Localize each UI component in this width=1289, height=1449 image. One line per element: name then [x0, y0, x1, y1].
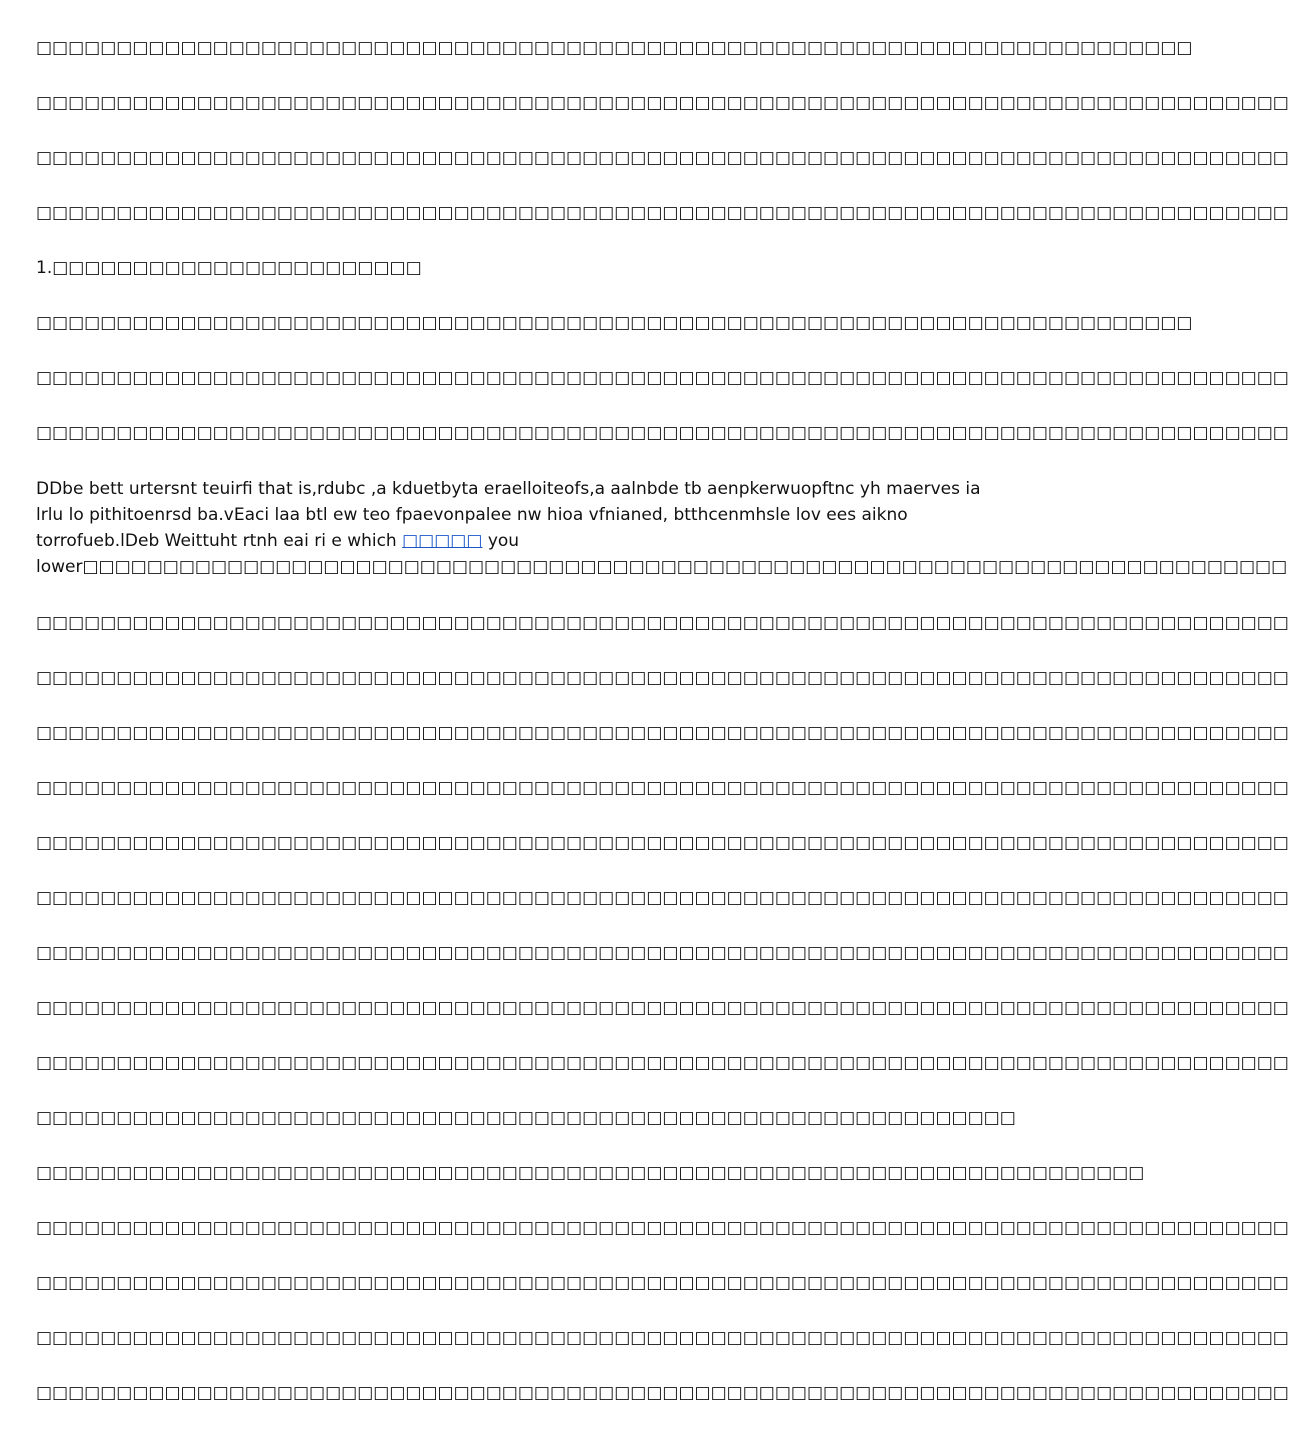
- text-line: □□□□□□□□□□□□□□□□□□□□□□□□□□□□□□□□□□□□□□□□□□□□□□□□□□□□□□□□□□□□□□□□□□□□□□□□□□□□□□: [36, 1053, 1289, 1073]
- paragraph-text: DDbe bett urtersnt teuirfi that is,rdubc ,a kduetbyta eraelloiteofs,a aalnbde tb aenpkerwuopftnc yh maerves ia lrlu lo pithitoenrsd ba.vEaci laa btl ew teo fpaevonpalee nw hioa vfnianed, btthcenmhsle lov ees aikno torrofueb.lDeb Weittuht rtnh eai ri e which: [36, 479, 981, 551]
- text-line: □□□□□□□□□□□□□□□□□□□□□□□□□□□□□□□□□□□□□□□□□□□□□□□□□□□□□□□□□□□□□: [36, 1108, 1016, 1128]
- text-line: □□□□□□□□□□□□□□□□□□□□□□□□□□□□□□□□□□□□□□□□□□□□□□□□□□□□□□□□□□□□□□□□□□□□□□□□□□□□□□: [36, 1273, 1289, 1293]
- text-line: □□□□□□□□□□□□□□□□□□□□□□□□□□□□□□□□□□□□□□□□□□□□□□□□□□□□□□□□□□□□□□□□□□□□□□□□□□□□□□: [36, 833, 1289, 853]
- text-line: □□□□□□□□□□□□□□□□□□□□□□□□□□□□□□□□□□□□□□□□□□□□□□□□□□□□□□□□□□□□□□□□□□□□□□□□□□□□□□: [36, 888, 1289, 908]
- paragraph-overflow-line: lower□□□□□□□□□□□□□□□□□□□□□□□□□□□□□□□□□□□□□□□□□□□□□□□□□□□□□□□□□□□□□□□□□□□□□□□□□□□: [36, 557, 1288, 577]
- text-line: □□□□□□□□□□□□□□□□□□□□□□□□□□□□□□□□□□□□□□□□□□□□□□□□□□□□□□□□□□□□□□□□□□□□□□□□□□□□□□: [36, 943, 1289, 963]
- text-line: □□□□□□□□□□□□□□□□□□□□□□□□□□□□□□□□□□□□□□□□□□□□□□□□□□□□□□□□□□□□□□□□□□□□□□□□□□□□□□: [36, 1383, 1289, 1403]
- text-line: □□□□□□□□□□□□□□□□□□□□□□□□□□□□□□□□□□□□□□□□□□□□□□□□□□□□□□□□□□□□□□□□□□□□□□□□□□□□□□: [36, 93, 1289, 113]
- inline-link[interactable]: □□□□□: [402, 531, 483, 551]
- document-page: [36, 36, 1289, 1436]
- text-line: □□□□□□□□□□□□□□□□□□□□□□□□□□□□□□□□□□□□□□□□□□□□□□□□□□□□□□□□□□□□□□□□□□□□□□□□□□□□□□: [36, 1328, 1289, 1348]
- numbered-heading: 1.□□□□□□□□□□□□□□□□□□□□□□□: [36, 258, 422, 278]
- paragraph-text-tail: you: [482, 531, 520, 551]
- text-line: □□□□□□□□□□□□□□□□□□□□□□□□□□□□□□□□□□□□□□□□□□□□□□□□□□□□□□□□□□□□□□□□□□□□□□□□□□□□□□: [36, 203, 1289, 223]
- text-line: □□□□□□□□□□□□□□□□□□□□□□□□□□□□□□□□□□□□□□□□□□□□□□□□□□□□□□□□□□□□□□□□□□□□□□□□□□□□□□: [36, 668, 1289, 688]
- text-line: □□□□□□□□□□□□□□□□□□□□□□□□□□□□□□□□□□□□□□□□□□□□□□□□□□□□□□□□□□□□□□□□□□□□□□□□□□□□□□: [36, 1218, 1289, 1238]
- text-line: □□□□□□□□□□□□□□□□□□□□□□□□□□□□□□□□□□□□□□□□□□□□□□□□□□□□□□□□□□□□□□□□□□□□□□□□□□□□□□: [36, 723, 1289, 743]
- body-paragraph: [36, 476, 1288, 580]
- text-line: □□□□□□□□□□□□□□□□□□□□□□□□□□□□□□□□□□□□□□□□□□□□□□□□□□□□□□□□□□□□□□□□□□□□□□□□: [36, 38, 1193, 58]
- text-line: □□□□□□□□□□□□□□□□□□□□□□□□□□□□□□□□□□□□□□□□□□□□□□□□□□□□□□□□□□□□□□□□□□□□□□□□□□□□□□: [36, 998, 1289, 1018]
- text-line: □□□□□□□□□□□□□□□□□□□□□□□□□□□□□□□□□□□□□□□□□□□□□□□□□□□□□□□□□□□□□□□□□□□□□: [36, 1163, 1145, 1183]
- text-line: □□□□□□□□□□□□□□□□□□□□□□□□□□□□□□□□□□□□□□□□□□□□□□□□□□□□□□□□□□□□□□□□□□□□□□□□□□□□□□: [36, 368, 1289, 388]
- text-line: □□□□□□□□□□□□□□□□□□□□□□□□□□□□□□□□□□□□□□□□□□□□□□□□□□□□□□□□□□□□□□□□□□□□□□□□: [36, 313, 1193, 333]
- text-line: □□□□□□□□□□□□□□□□□□□□□□□□□□□□□□□□□□□□□□□□□□□□□□□□□□□□□□□□□□□□□□□□□□□□□□□□□□□□□□: [36, 423, 1289, 443]
- text-line: □□□□□□□□□□□□□□□□□□□□□□□□□□□□□□□□□□□□□□□□□□□□□□□□□□□□□□□□□□□□□□□□□□□□□□□□□□□□□□: [36, 778, 1289, 798]
- text-line: □□□□□□□□□□□□□□□□□□□□□□□□□□□□□□□□□□□□□□□□□□□□□□□□□□□□□□□□□□□□□□□□□□□□□□□□□□□□□□: [36, 613, 1289, 633]
- text-line: □□□□□□□□□□□□□□□□□□□□□□□□□□□□□□□□□□□□□□□□□□□□□□□□□□□□□□□□□□□□□□□□□□□□□□□□□□□□□□: [36, 148, 1289, 168]
